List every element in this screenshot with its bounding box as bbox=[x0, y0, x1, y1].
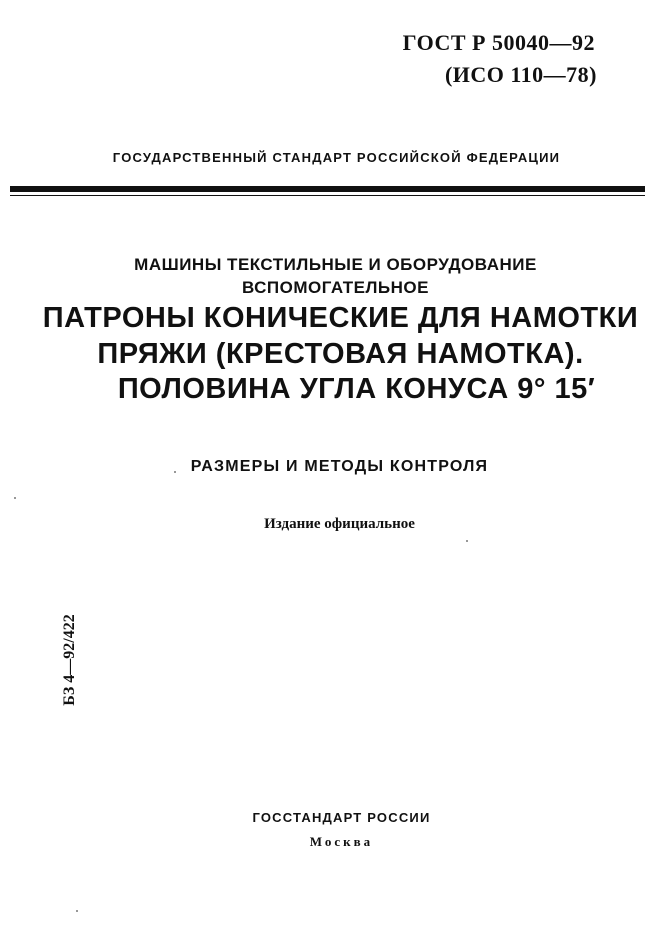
section-title: РАЗМЕРЫ И МЕТОДЫ КОНТРОЛЯ bbox=[190, 458, 489, 475]
speck-mark bbox=[466, 540, 468, 542]
side-code: БЗ 4—92/422 bbox=[61, 614, 78, 706]
state-standard-heading: ГОСУДАРСТВЕННЫЙ СТАНДАРТ РОССИЙСКОЙ ФЕДЕРАЦИИ bbox=[112, 150, 561, 165]
publisher-city: Москва bbox=[309, 834, 374, 849]
speck-mark bbox=[76, 910, 78, 912]
main-title-line-1: ПАТРОНЫ КОНИЧЕСКИЕ ДЛЯ НАМОТКИ bbox=[42, 302, 639, 334]
main-title-line-3: ПОЛОВИНА УГЛА КОНУСА 9° 15′ bbox=[117, 373, 596, 405]
speck-mark bbox=[14, 497, 16, 499]
gost-code: ГОСТ Р 50040—92 bbox=[402, 30, 595, 55]
publisher-name: ГОССТАНДАРТ РОССИИ bbox=[252, 810, 431, 825]
main-title-line-2: ПРЯЖИ (КРЕСТОВАЯ НАМОТКА). bbox=[97, 338, 584, 370]
speck-mark bbox=[174, 471, 176, 473]
header-rule-thick bbox=[10, 186, 645, 192]
iso-code: (ИСО 110—78) bbox=[444, 62, 597, 87]
category-line-1: МАШИНЫ ТЕКСТИЛЬНЫЕ И ОБОРУДОВАНИЕ bbox=[134, 255, 537, 274]
header-rule-thin bbox=[10, 195, 645, 196]
edition-label: Издание официальное bbox=[264, 516, 415, 532]
category-line-2: ВСПОМОГАТЕЛЬНОЕ bbox=[242, 278, 429, 297]
